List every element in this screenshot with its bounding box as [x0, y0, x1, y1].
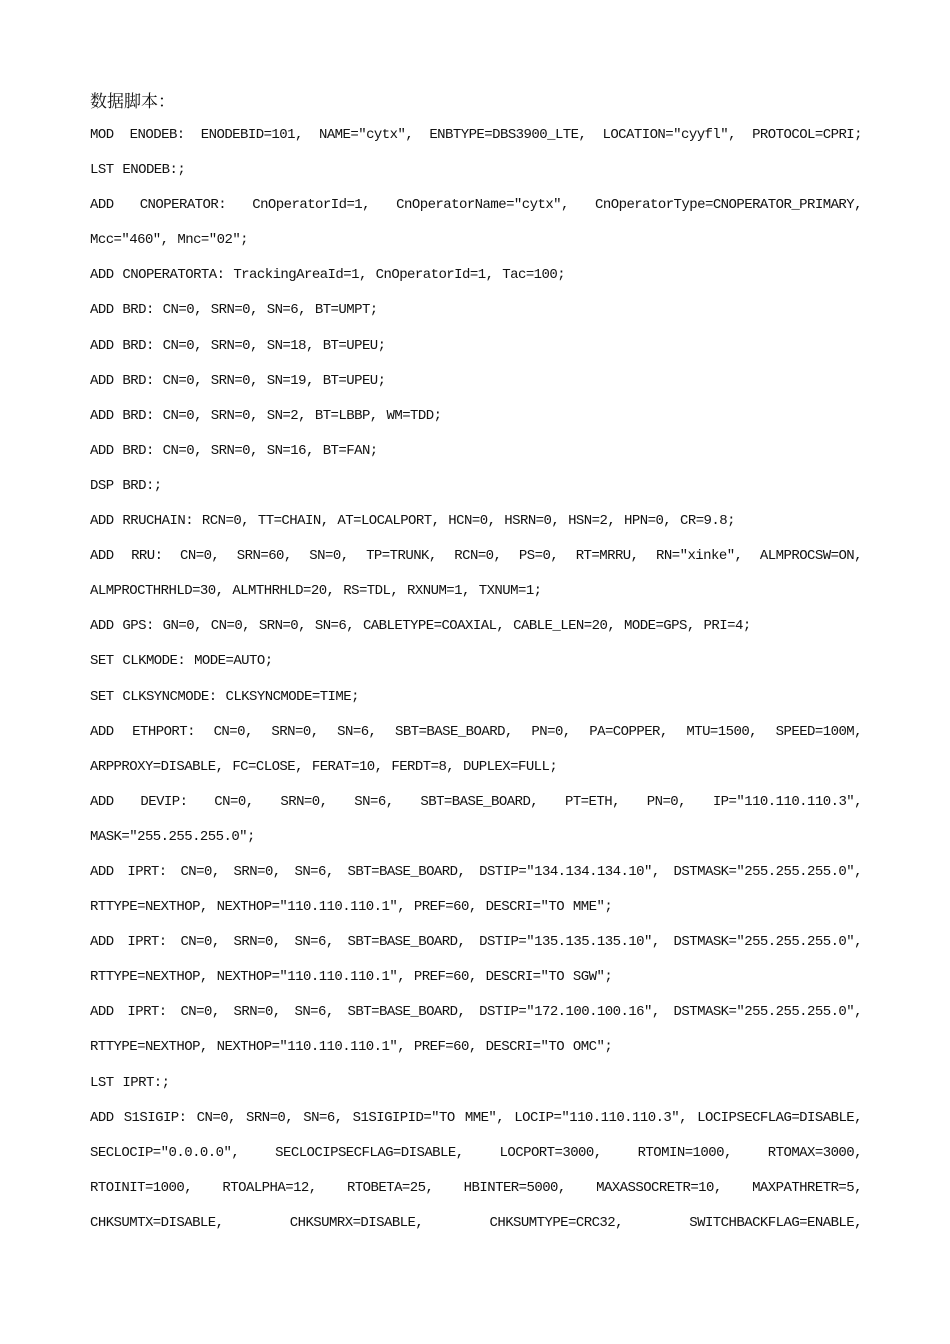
document-page — [90, 88, 862, 1241]
script-line: ADD S1SIGIP: CN=0, SRN=0, SN=6, S1SIGIPID="TO MME", LOCIP="110.110.110.3", LOCIPSECFLAG=DISABLE, — [90, 1109, 862, 1126]
script-line: ADD ETHPORT: CN=0, SRN=0, SN=6, SBT=BASE_BOARD, PN=0, PA=COPPER, MTU=1500, SPEED=100M, — [90, 723, 862, 740]
script-line: ADD DEVIP: CN=0, SRN=0, SN=6, SBT=BASE_BOARD, PT=ETH, PN=0, IP="110.110.110.3", — [90, 793, 862, 810]
script-line: Mcc="460", Mnc="02"; — [90, 232, 249, 249]
script-line: RTTYPE=NEXTHOP, NEXTHOP="110.110.110.1", PREF=60, DESCRI="TO MME"; — [90, 899, 613, 916]
script-line: ADD CNOPERATORTA: TrackingAreaId=1, CnOperatorId=1, Tac=100; — [90, 267, 566, 284]
script-line: ADD BRD: CN=0, SRN=0, SN=6, BT=UMPT; — [90, 302, 378, 319]
script-line: SET CLKMODE: MODE=AUTO; — [90, 653, 273, 670]
script-line: ADD IPRT: CN=0, SRN=0, SN=6, SBT=BASE_BOARD, DSTIP="172.100.100.16", DSTMASK="255.255.255.0", — [90, 1004, 862, 1021]
script-lines — [90, 118, 862, 1241]
script-line: RTTYPE=NEXTHOP, NEXTHOP="110.110.110.1", PREF=60, DESCRI="TO SGW"; — [90, 969, 613, 986]
script-line: ADD CNOPERATOR: CnOperatorId=1, CnOperatorName="cytx", CnOperatorType=CNOPERATOR_PRIMARY, — [90, 197, 862, 214]
script-line: SECLOCIP="0.0.0.0", SECLOCIPSECFLAG=DISABLE, LOCPORT=3000, RTOMIN=1000, RTOMAX=3000, — [90, 1144, 862, 1161]
script-line: ADD BRD: CN=0, SRN=0, SN=2, BT=LBBP, WM=TDD; — [90, 407, 442, 424]
script-line: DSP BRD:; — [90, 477, 162, 494]
script-line: LST ENODEB:; — [90, 162, 186, 179]
script-line: ADD BRD: CN=0, SRN=0, SN=18, BT=UPEU; — [90, 337, 386, 354]
script-line: LST IPRT:; — [90, 1074, 170, 1091]
script-line: ADD RRUCHAIN: RCN=0, TT=CHAIN, AT=LOCALPORT, HCN=0, HSRN=0, HSN=2, HPN=0, CR=9.8; — [90, 513, 735, 530]
script-line: ADD IPRT: CN=0, SRN=0, SN=6, SBT=BASE_BOARD, DSTIP="135.135.135.10", DSTMASK="255.255.255.0", — [90, 934, 862, 951]
script-line: ALMPROCTHRHLD=30, ALMTHRHLD=20, RS=TDL, RXNUM=1, TXNUM=1; — [90, 583, 542, 600]
script-line: CHKSUMTX=DISABLE, CHKSUMRX=DISABLE, CHKSUMTYPE=CRC32, SWITCHBACKFLAG=ENABLE, — [90, 1214, 862, 1231]
script-line: ADD BRD: CN=0, SRN=0, SN=16, BT=FAN; — [90, 442, 378, 459]
script-line: MOD ENODEB: ENODEBID=101, NAME="cytx", ENBTYPE=DBS3900_LTE, LOCATION="cyyfl", PROTOCOL=CPRI; — [90, 127, 862, 143]
document-title: 数据脚本： — [90, 92, 175, 112]
script-line: SET CLKSYNCMODE: CLKSYNCMODE=TIME; — [90, 688, 359, 705]
script-line: ADD GPS: GN=0, CN=0, SRN=0, SN=6, CABLETYPE=COAXIAL, CABLE_LEN=20, MODE=GPS, PRI=4; — [90, 618, 751, 635]
script-line: MASK="255.255.255.0"; — [90, 828, 255, 845]
script-line: ADD RRU: CN=0, SRN=60, SN=0, TP=TRUNK, RCN=0, PS=0, RT=MRRU, RN="xinke", ALMPROCSW=ON, — [90, 548, 862, 565]
script-line: RTOINIT=1000, RTOALPHA=12, RTOBETA=25, HBINTER=5000, MAXASSOCRETR=10, MAXPATHRETR=5, — [90, 1179, 862, 1196]
script-line: RTTYPE=NEXTHOP, NEXTHOP="110.110.110.1", PREF=60, DESCRI="TO OMC"; — [90, 1039, 613, 1056]
script-line: ADD IPRT: CN=0, SRN=0, SN=6, SBT=BASE_BOARD, DSTIP="134.134.134.10", DSTMASK="255.255.255.0", — [90, 863, 862, 880]
script-line: ARPPROXY=DISABLE, FC=CLOSE, FERAT=10, FERDT=8, DUPLEX=FULL; — [90, 758, 558, 775]
script-line: ADD BRD: CN=0, SRN=0, SN=19, BT=UPEU; — [90, 372, 386, 389]
